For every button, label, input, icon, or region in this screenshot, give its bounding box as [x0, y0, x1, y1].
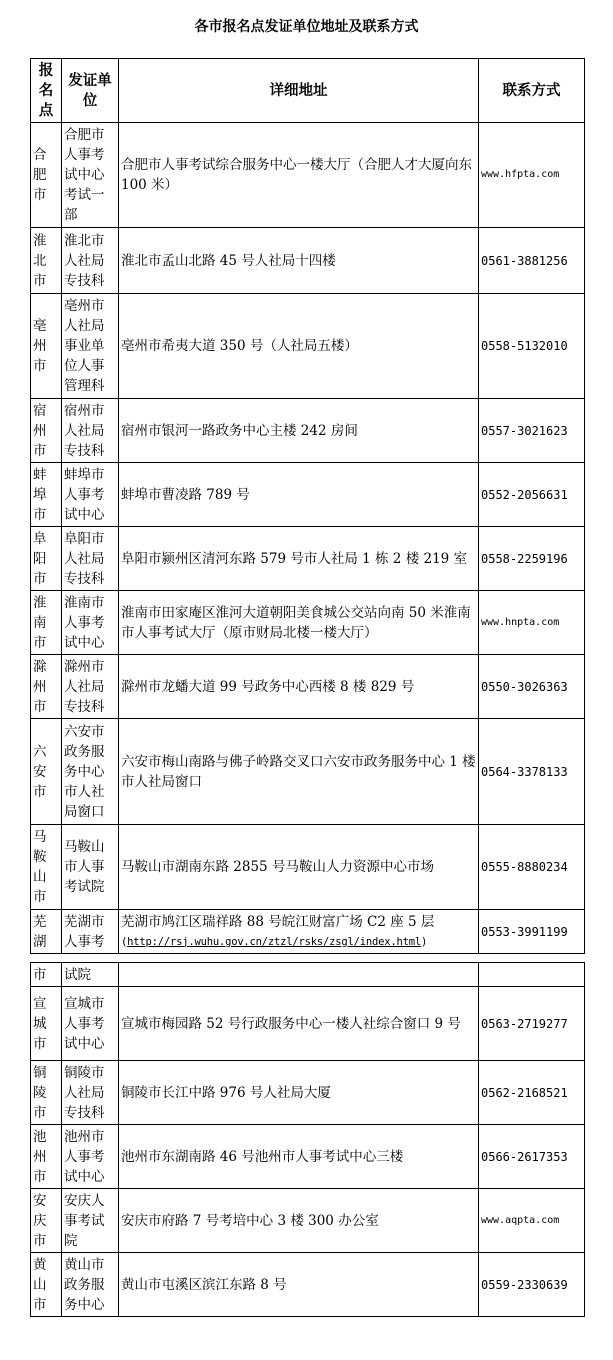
table-row [31, 228, 585, 294]
address-cell: 马鞍山市湖南东路 2855 号马鞍山人力资源中心市场 [119, 825, 479, 910]
contact-cell: 0557-3021623 [479, 399, 585, 463]
table-header-row [31, 59, 585, 123]
contact-cell: 0561-3881256 [479, 228, 585, 294]
address-cell: 铜陵市长江中路 976 号人社局大厦 [119, 1061, 479, 1125]
unit-cell: 阜阳市人社局专技科 [62, 527, 119, 591]
contact-table [30, 58, 585, 954]
address-cell: 合肥市人事考试综合服务中心一楼大厅（合肥人才大厦向东 100 米） [119, 123, 479, 228]
contact-cell: 0559-2330639 [479, 1253, 585, 1317]
unit-cell: 淮南市人事考试中心 [62, 591, 119, 655]
table-row [31, 123, 585, 228]
contact-cell: www.hfpta.com [479, 123, 585, 228]
city-cell: 亳州市 [31, 294, 62, 399]
contact-cell: 0552-2056631 [479, 463, 585, 527]
contact-cell: 0566-2617353 [479, 1125, 585, 1189]
contact-cell: www.aqpta.com [479, 1189, 585, 1253]
unit-cell: 淮北市人社局专技科 [62, 228, 119, 294]
page-title: 各市报名点发证单位地址及联系方式 [194, 19, 419, 35]
unit-cell: 合肥市人事考试中心考试一部 [62, 123, 119, 228]
contact-cell: 0558-5132010 [479, 294, 585, 399]
contact-cell: 0563-2719277 [479, 987, 585, 1061]
table-row [31, 294, 585, 399]
unit-cell: 六安市政务服务中心市人社局窗口 [62, 719, 119, 825]
unit-cell: 试院 [62, 963, 119, 987]
address-cell [119, 910, 479, 954]
unit-cell: 宣城市人事考试中心 [62, 987, 119, 1061]
address-link-url[interactable]: http://rsj.wuhu.gov.cn/ztzl/rsks/zsgl/index.html [127, 935, 421, 948]
table-row [31, 463, 585, 527]
city-cell: 六安市 [31, 719, 62, 825]
unit-cell: 亳州市人社局事业单位人事管理科 [62, 294, 119, 399]
city-cell: 合肥市 [31, 123, 62, 228]
table-row [31, 1253, 585, 1317]
address-cell: 亳州市希夷大道 350 号（人社局五楼） [119, 294, 479, 399]
contact-cell: 0555-8880234 [479, 825, 585, 910]
header-contact: 联系方式 [479, 59, 585, 123]
address-cell: 六安市梅山南路与佛子岭路交叉口六安市政务服务中心 1 楼市人社局窗口 [119, 719, 479, 825]
table-row [31, 655, 585, 719]
unit-cell: 安庆人事考试院 [62, 1189, 119, 1253]
address-cell: 安庆市府路 7 号考培中心 3 楼 300 办公室 [119, 1189, 479, 1253]
address-cell: 阜阳市颍州区清河东路 579 号市人社局 1 栋 2 楼 219 室 [119, 527, 479, 591]
unit-cell: 池州市人事考试中心 [62, 1125, 119, 1189]
table-row [31, 987, 585, 1061]
address-cell: 宿州市银河一路政务中心主楼 242 房间 [119, 399, 479, 463]
address-text: 芜湖市鸠江区瑞祥路 88 号皖江财富广场 C2 座 5 层 [121, 913, 435, 930]
table-row [31, 719, 585, 825]
table-row [31, 910, 585, 954]
unit-cell: 芜湖市人事考 [62, 910, 119, 954]
city-cell: 芜湖 [31, 910, 62, 954]
address-cell [119, 963, 479, 987]
address-cell: 淮南市田家庵区淮河大道朝阳美食城公交站向南 50 米淮南市人事考试大厅（原市财局北楼一楼大厅） [119, 591, 479, 655]
contact-cell: 0550-3026363 [479, 655, 585, 719]
table-row [31, 1189, 585, 1253]
table-row [31, 825, 585, 910]
address-cell: 宣城市梅园路 52 号行政服务中心一楼人社综合窗口 9 号 [119, 987, 479, 1061]
address-cell: 池州市东湖南路 46 号池州市人事考试中心三楼 [119, 1125, 479, 1189]
city-cell: 市 [31, 963, 62, 987]
header-site: 报名点 [31, 59, 62, 123]
city-cell: 安庆市 [31, 1189, 62, 1253]
city-cell: 淮南市 [31, 591, 62, 655]
table-row [31, 1125, 585, 1189]
unit-cell: 滁州市人社局专技科 [62, 655, 119, 719]
unit-cell: 宿州市人社局专技科 [62, 399, 119, 463]
contact-cell: 0558-2259196 [479, 527, 585, 591]
city-cell: 池州市 [31, 1125, 62, 1189]
contact-cell: www.hnpta.com [479, 591, 585, 655]
city-cell: 黄山市 [31, 1253, 62, 1317]
table-row [31, 399, 585, 463]
table-row [31, 591, 585, 655]
city-cell: 宿州市 [31, 399, 62, 463]
contact-cell [479, 963, 585, 987]
address-cell: 淮北市孟山北路 45 号人社局十四楼 [119, 228, 479, 294]
unit-cell: 蚌埠市人事考试中心 [62, 463, 119, 527]
unit-cell: 马鞍山市人事考试院 [62, 825, 119, 910]
city-cell: 阜阳市 [31, 527, 62, 591]
table-row [31, 1061, 585, 1125]
contact-table-continued [30, 962, 585, 1317]
address-cell: 滁州市龙蟠大道 99 号政务中心西楼 8 楼 829 号 [119, 655, 479, 719]
address-cell: 黄山市屯溪区滨江东路 8 号 [119, 1253, 479, 1317]
address-link[interactable]: (http://rsj.wuhu.gov.cn/ztzl/rsks/zsgl/index.html) [121, 935, 428, 948]
table-row [31, 963, 585, 987]
city-cell: 滁州市 [31, 655, 62, 719]
city-cell: 宣城市 [31, 987, 62, 1061]
header-address: 详细地址 [119, 59, 479, 123]
address-cell: 蚌埠市曹凌路 789 号 [119, 463, 479, 527]
contact-cell: 0562-2168521 [479, 1061, 585, 1125]
city-cell: 铜陵市 [31, 1061, 62, 1125]
city-cell: 马鞍山市 [31, 825, 62, 910]
contact-cell: 0553-3991199 [479, 910, 585, 954]
city-cell: 淮北市 [31, 228, 62, 294]
unit-cell: 铜陵市人社局专技科 [62, 1061, 119, 1125]
city-cell: 蚌埠市 [31, 463, 62, 527]
unit-cell: 黄山市政务服务中心 [62, 1253, 119, 1317]
header-unit: 发证单位 [62, 59, 119, 123]
contact-cell: 0564-3378133 [479, 719, 585, 825]
table-row [31, 527, 585, 591]
